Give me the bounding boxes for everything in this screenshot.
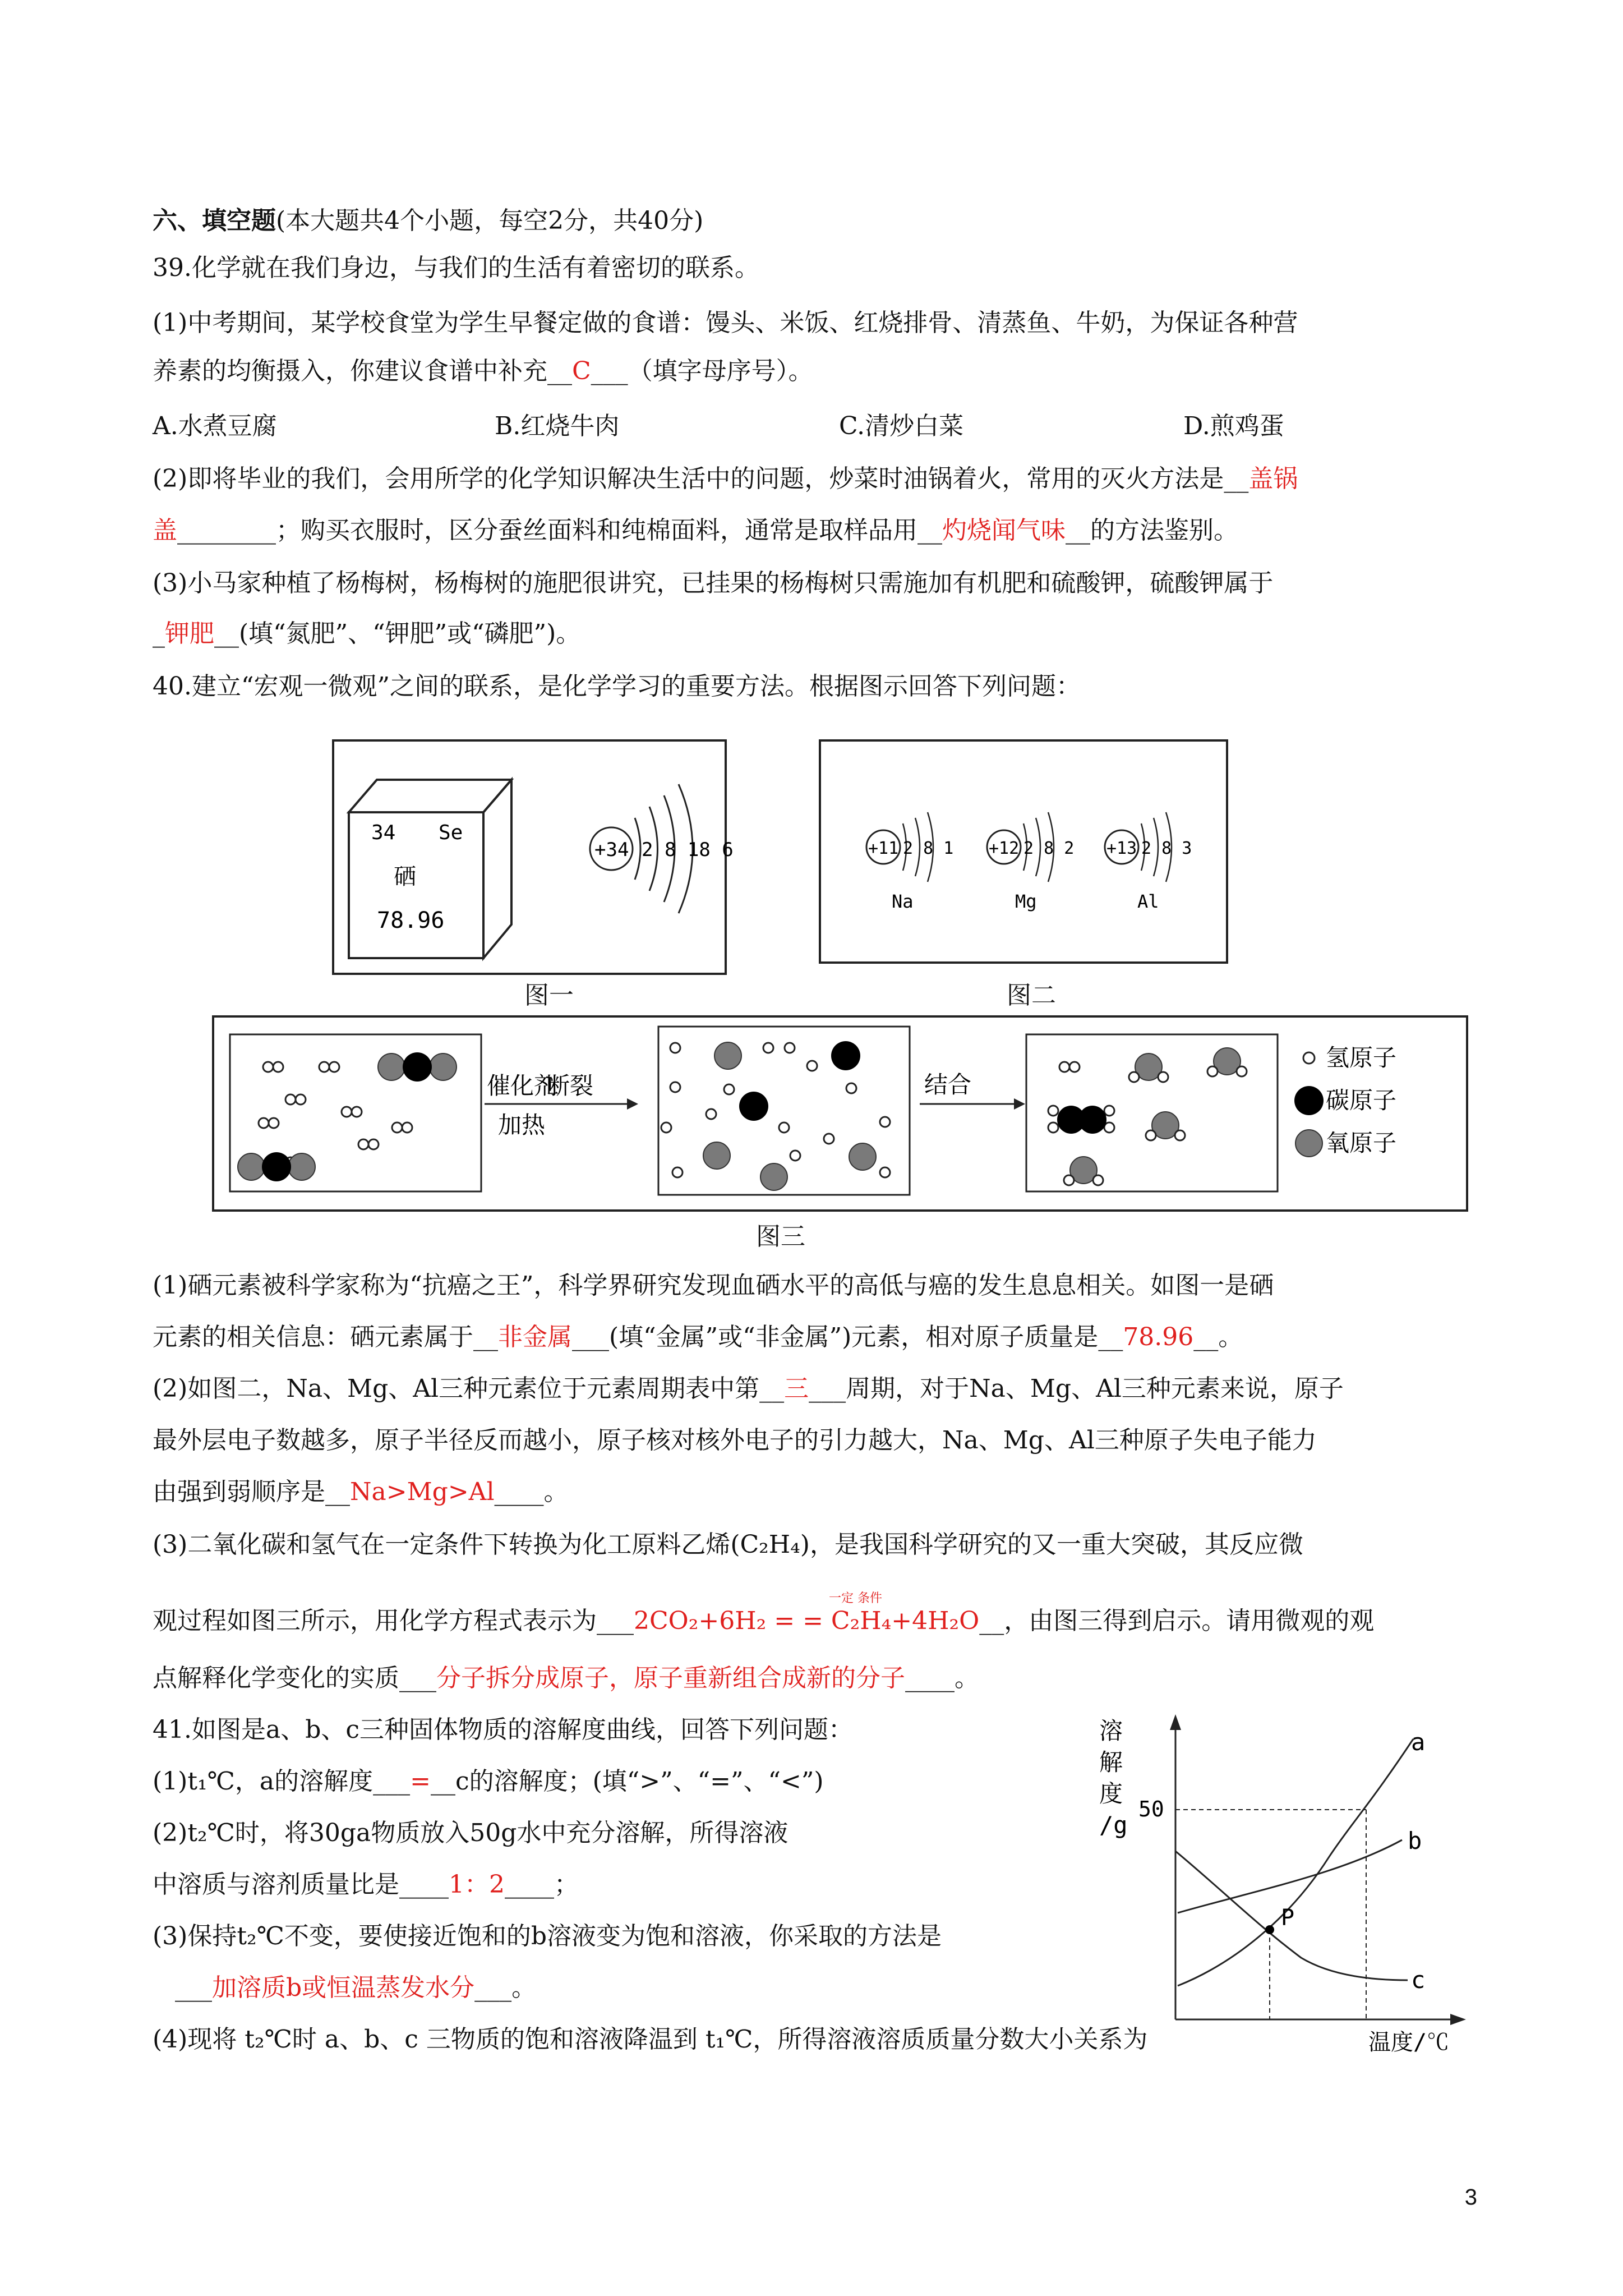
q40-p3-line3: 点解释化学变化的实质___分子拆分成原子，原子重新组合成新的分子____。: [153, 1664, 979, 1692]
fig1-symbol: Se: [439, 821, 463, 844]
fig3-catalyst: 催化剂: [487, 1072, 558, 1099]
q40-p2-line2: 最外层电子数越多，原子半径反而越小，原子核对核外电子的引力越大，Na、Mg、Al三种原子失电子能力: [153, 1426, 1317, 1455]
svg-text:Al: Al: [1137, 891, 1159, 912]
q41-p3-line2: ___加溶质b或恒温蒸发水分___。: [175, 1973, 537, 2002]
legend-oxygen: 氧原子: [1326, 1129, 1397, 1157]
fig2-atom-na: [866, 812, 953, 912]
q39-option-a: A.水煮豆腐: [153, 412, 277, 440]
fig1-nucleus: +34: [594, 839, 629, 861]
svg-text:Mg: Mg: [1015, 891, 1037, 912]
q40-p1-line1: (1)硒元素被科学家称为“抗癌之王”，科学界研究发现血硒水平的高低与癌的发生息息相关。如图一是硒: [153, 1271, 1274, 1300]
fig3-break: 断裂: [546, 1072, 594, 1099]
q39-stem: 39.化学就在我们身边，与我们的生活有着密切的联系。: [153, 254, 759, 282]
svg-text:2 8 2: 2 8 2: [1023, 839, 1075, 858]
fig1-mass: 78.96: [377, 908, 445, 933]
q39-p2-line2: 盖________；购买衣服时，区分蚕丝面料和纯棉面料，通常是取样品用__灼烧闻气味__的方法鉴别。: [153, 516, 1238, 545]
graph-ylabel-3: 度: [1099, 1780, 1123, 1807]
q40-p3-line2: 观过程如图三所示，用化学方程式表示为___2CO₂+6H₂ = = C₂H₄+4H₂O__，由图三得到启示。请用微观的观: [153, 1607, 1375, 1635]
q39-p2-line1: (2)即将毕业的我们，会用所学的化学知识解决生活中的问题，炒菜时油锅着火，常用的灭火方法是__盖锅: [153, 464, 1298, 493]
q39-option-c: C.清炒白菜: [839, 412, 964, 440]
section-heading: 六、填空题(本大题共4个小题，每空2分，共40分): [153, 206, 704, 235]
curve-c-label: c: [1411, 1966, 1426, 1994]
page-number: 3: [1464, 2185, 1477, 2210]
q41-p4: (4)现将 t₂℃时 a、b、c 三物质的饱和溶液降温到 t₁℃，所得溶液溶质质量分数大小关系为: [153, 2025, 1148, 2054]
curve-a-label: a: [1411, 1728, 1426, 1756]
q41-p2-line2: 中溶质与溶剂质量比是____1：2____；: [153, 1870, 579, 1899]
figure-3: [212, 1015, 1468, 1212]
q39-p1-line2: 养素的均衡摄入，你建议食谱中补充__C___（填字母序号）。: [153, 357, 813, 385]
co2-molecule-1: [378, 1052, 457, 1082]
curve-a: [1178, 1739, 1413, 1986]
q40-stem: 40.建立“宏观一微观”之间的联系，是化学学习的重要方法。根据图示回答下列问题：: [153, 672, 1081, 701]
figure-2: [819, 739, 1228, 975]
q41-p3-line1: (3)保持t₂℃不变，要使接近饱和的b溶液变为饱和溶液，你采取的方法是: [153, 1922, 942, 1950]
graph-xlabel: 温度/℃: [1368, 2030, 1450, 2053]
equation-condition: 一定 条件: [829, 1591, 882, 1605]
q39-option-b: B.红烧牛肉: [495, 412, 620, 440]
graph-point-label: P: [1281, 1905, 1295, 1931]
fig3-caption: 图三: [756, 1222, 805, 1251]
q41-p2-line1: (2)t₂℃时，将30ga物质放入50g水中充分溶解，所得溶液: [153, 1819, 789, 1847]
q39-p1-line1: (1)中考期间，某学校食堂为学生早餐定做的食谱：馒头、米饭、红烧排骨、清蒸鱼、牛奶，为保证各种营: [153, 309, 1298, 337]
graph-ylabel-1: 溶: [1099, 1717, 1123, 1745]
fig2-atom-al: [1105, 812, 1192, 912]
curve-b: [1178, 1840, 1402, 1913]
svg-text:+13: +13: [1106, 839, 1137, 858]
co2-molecule-2: [238, 1152, 315, 1181]
graph-y50: 50: [1138, 1797, 1164, 1821]
fig1-caption: 图一: [524, 981, 574, 1010]
fig1-atomic-number: 34: [371, 821, 396, 844]
q40-p2-line3: 由强到弱顺序是__Na>Mg>Al____。: [153, 1478, 569, 1506]
fig2-caption: 图二: [1007, 981, 1056, 1010]
point-p: [1265, 1925, 1274, 1934]
q40-p1-line2: 元素的相关信息：硒元素属于__非金属___(填“金属”或“非金属”)元素，相对原子质量是__78.96__。: [153, 1323, 1243, 1351]
curve-b-label: b: [1408, 1827, 1422, 1855]
q41-p1: (1)t₁℃，a的溶解度___=__c的溶解度；(填“>”、“=”、“<”): [153, 1767, 824, 1796]
svg-text:Na: Na: [892, 891, 914, 912]
q41-stem: 41.如图是a、b、c三种固体物质的溶解度曲线，回答下列问题：: [153, 1715, 854, 1744]
q39-p3-line1: (3)小马家种植了杨梅树，杨梅树的施肥很讲究，已挂果的杨梅树只需施加有机肥和硫酸钾，硫酸钾属于: [153, 569, 1274, 597]
fig1-shells: 2 8 18 6: [642, 839, 734, 861]
q39-p3-line2: _钾肥__(填“氮肥”、“钾肥”或“磷肥”)。: [153, 619, 581, 648]
legend-carbon: 碳原子: [1326, 1087, 1397, 1114]
svg-text:2 8 1: 2 8 1: [903, 839, 954, 858]
q40-p2-line1: (2)如图二，Na、Mg、Al三种元素位于元素周期表中第__三___周期，对于Na、Mg、Al三种元素来说，原子: [153, 1374, 1344, 1403]
q40-p3-line1: (3)二氧化碳和氢气在一定条件下转换为化工原料乙烯(C₂H₄)，是我国科学研究的又一重大突破，其反应微: [153, 1530, 1303, 1559]
graph-ylabel-2: 解: [1099, 1749, 1123, 1776]
svg-text:+11: +11: [868, 839, 899, 858]
solubility-graph: [1088, 1705, 1469, 2053]
legend-hydrogen: 氢原子: [1326, 1044, 1397, 1071]
fig1-name: 硒: [394, 864, 416, 890]
svg-text:+12: +12: [989, 839, 1020, 858]
q39-option-d: D.煎鸡蛋: [1183, 412, 1284, 440]
fig3-heat: 加热: [498, 1111, 546, 1139]
graph-ylabel-4: /g: [1099, 1811, 1128, 1839]
fig3-combine: 结合: [924, 1071, 972, 1098]
fig2-atom-mg: [987, 812, 1074, 912]
svg-text:2 8 3: 2 8 3: [1141, 839, 1192, 858]
